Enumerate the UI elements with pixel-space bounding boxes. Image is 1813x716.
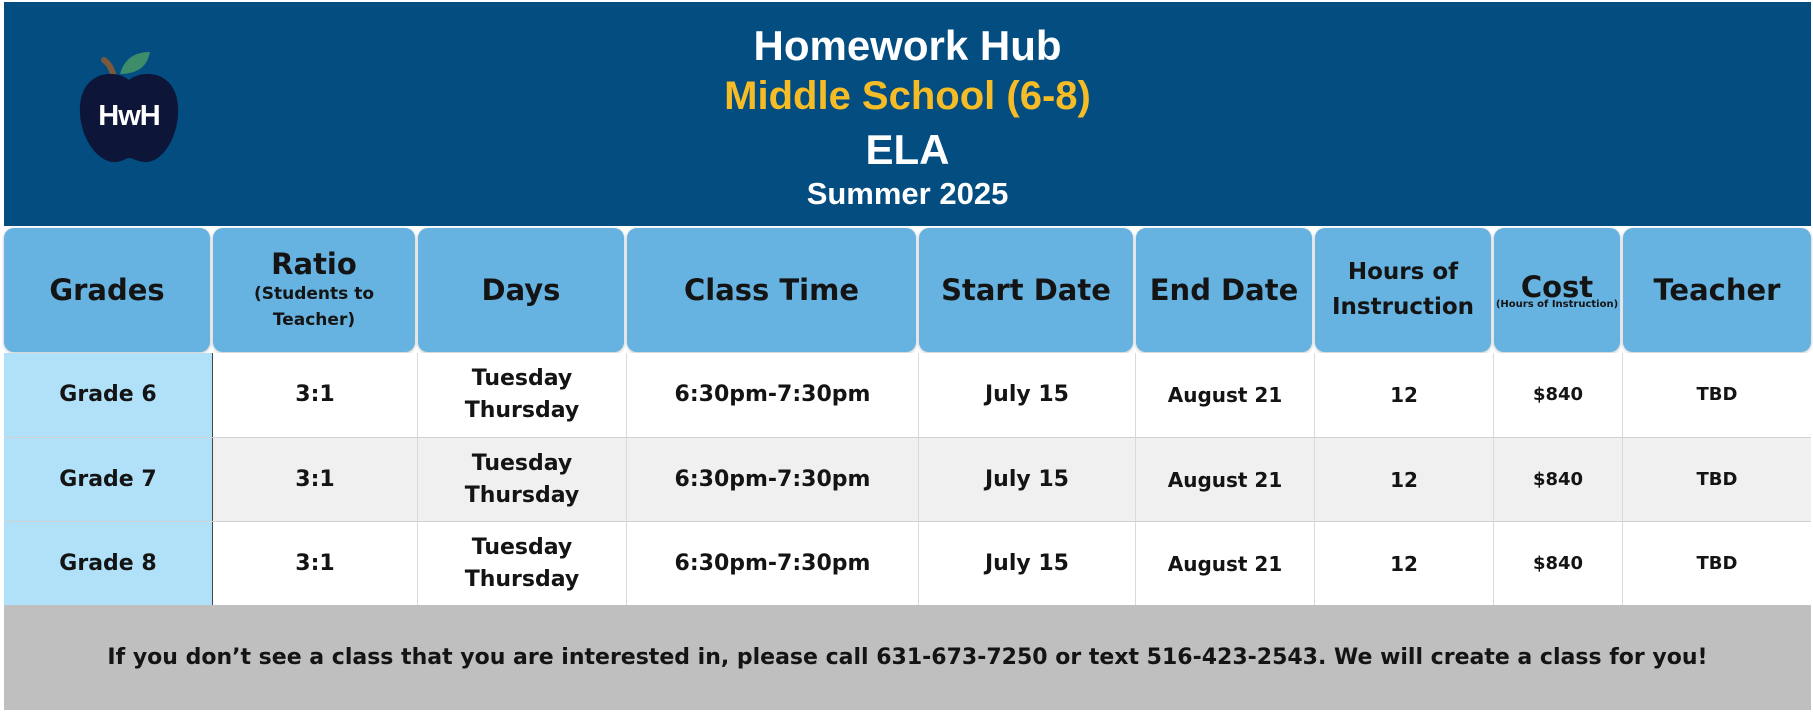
- grade-cell: Grade 8: [4, 522, 213, 606]
- subject-title: ELA: [865, 126, 950, 173]
- hours-cell: 12: [1315, 522, 1494, 606]
- ratio-cell: 3:1: [213, 353, 418, 437]
- column-header-label: Cost: [1520, 270, 1594, 304]
- column-header-label: Grades: [49, 273, 165, 307]
- column-header-label: Ratio: [271, 247, 357, 281]
- day-label: Thursday: [464, 483, 580, 508]
- day-label: Tuesday: [471, 366, 573, 391]
- grade-cell: Grade 7: [4, 438, 213, 522]
- header-banner: [4, 2, 1811, 226]
- column-header-label: Hours of: [1347, 259, 1459, 285]
- column-header-label: End Date: [1149, 273, 1299, 307]
- page-subtitle: Middle School (6-8): [724, 74, 1091, 118]
- start-date-cell: July 15: [919, 438, 1136, 522]
- start-date-cell: July 15: [919, 353, 1136, 437]
- days-cell: [418, 438, 627, 522]
- cost-cell: $840: [1494, 438, 1623, 522]
- ratio-cell: 3:1: [213, 522, 418, 606]
- term-title: Summer 2025: [806, 176, 1009, 211]
- column-header-ratio: [213, 228, 415, 352]
- column-header-hours: [1315, 228, 1491, 352]
- hours-cell: 12: [1315, 438, 1494, 522]
- column-header-label: Instruction: [1331, 294, 1475, 320]
- cost-cell: $840: [1494, 353, 1623, 437]
- column-header-grades: [4, 228, 210, 352]
- table-row: [4, 438, 1811, 522]
- end-date-cell: August 21: [1136, 522, 1315, 606]
- column-header-label: Teacher: [1653, 273, 1781, 307]
- teacher-cell: TBD: [1696, 553, 1738, 574]
- page-title: Homework Hub: [753, 22, 1062, 69]
- column-header-class-time: [627, 228, 916, 352]
- column-header-label: Class Time: [683, 273, 860, 307]
- table-row: [4, 353, 1811, 437]
- end-date-cell: August 21: [1136, 353, 1315, 437]
- day-label: Thursday: [464, 567, 580, 592]
- day-label: Thursday: [464, 398, 580, 423]
- days-cell: [418, 353, 627, 437]
- grade-cell: Grade 6: [4, 353, 213, 437]
- schedule-sheet: [4, 2, 1811, 710]
- footer-note: [4, 605, 1811, 710]
- column-header-label: Days: [481, 273, 561, 307]
- days-cell: [418, 522, 627, 606]
- table-row: [4, 522, 1811, 606]
- column-header-teacher: [1623, 228, 1811, 352]
- hours-cell: 12: [1315, 353, 1494, 437]
- class-time-cell: 6:30pm-7:30pm: [627, 438, 919, 522]
- teacher-cell: TBD: [1696, 384, 1738, 405]
- column-header-label: Start Date: [941, 273, 1111, 307]
- column-header-sublabel: (Students to Teacher): [253, 284, 374, 330]
- column-header-sublabel: (Hours of Instruction): [1495, 299, 1619, 310]
- column-header-start-date: [919, 228, 1133, 352]
- class-time-cell: 6:30pm-7:30pm: [627, 522, 919, 606]
- column-header-end-date: [1136, 228, 1312, 352]
- logo-text: HwH: [98, 100, 160, 132]
- class-time-cell: 6:30pm-7:30pm: [627, 353, 919, 437]
- teacher-cell: TBD: [1696, 469, 1738, 490]
- cost-cell: $840: [1494, 522, 1623, 606]
- start-date-cell: July 15: [919, 522, 1136, 606]
- ratio-cell: 3:1: [213, 438, 418, 522]
- column-header-days: [418, 228, 624, 352]
- end-date-cell: August 21: [1136, 438, 1315, 522]
- footer-note-text: If you don’t see a class that you are interested in, please call 631-673-7250 or text 516-423-2543. We will create a class for you!: [107, 645, 1708, 670]
- day-label: Tuesday: [471, 451, 573, 476]
- day-label: Tuesday: [471, 535, 573, 560]
- column-header-cost: [1494, 228, 1620, 352]
